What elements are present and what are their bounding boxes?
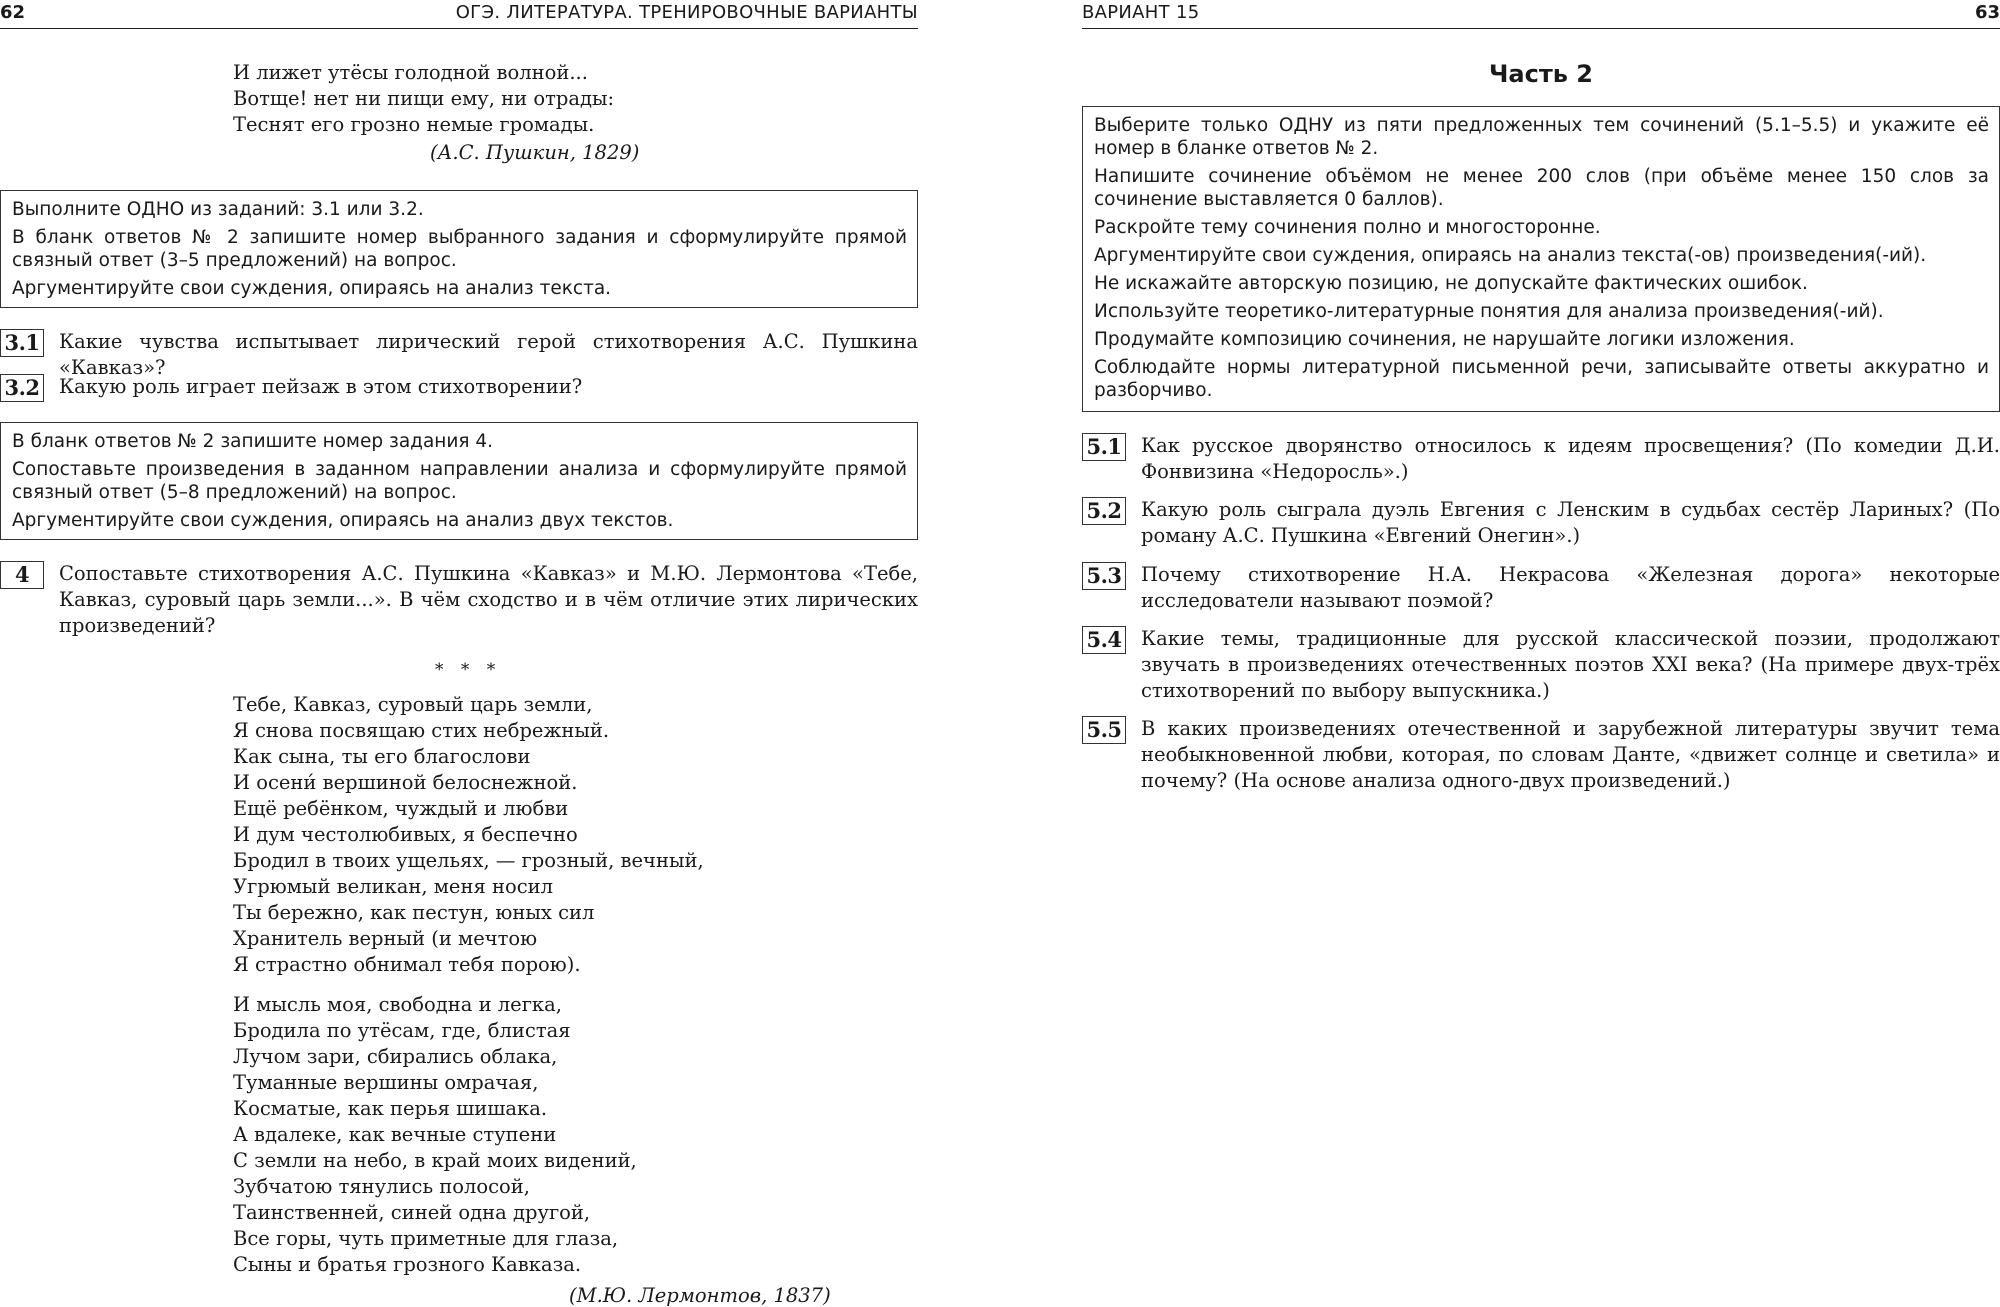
poem-line: А вдалеке, как вечные ступени xyxy=(233,1123,557,1146)
instruction-line: Раскройте тему сочинения полно и многосторонне. xyxy=(1094,217,1601,238)
instruction-line: Аргументируйте свои суждения, опираясь на анализ текста(-ов) произведения(-ий). xyxy=(1094,245,1927,266)
poem-line: И осени́ вершиной белоснежной. xyxy=(233,771,578,794)
poem-line: Все горы, чуть приметные для глаза, xyxy=(233,1227,619,1250)
poem-line: Зубчатою тянулись полосой, xyxy=(233,1175,530,1198)
poem-line: С земли на небо, в край моих видений, xyxy=(233,1149,637,1172)
right-header-title: ВАРИАНТ 15 xyxy=(1082,2,1200,23)
task-text: Почему стихотворение Н.А. Некрасова «Железная дорога» некоторые исследователи называют поэмой? xyxy=(1141,563,2000,612)
task-number-badge: 3.2 xyxy=(0,374,44,402)
task-text: Какую роль играет пейзаж в этом стихотворении? xyxy=(59,375,583,398)
part-title: Часть 2 xyxy=(1489,60,1593,88)
lermontov-poem xyxy=(233,692,704,1278)
task-number-badge: 5.2 xyxy=(1082,497,1126,525)
instruction-line: Аргументируйте свои суждения, опираясь на анализ текста. xyxy=(12,278,612,299)
task-text: Как русское дворянство относилось к идеям просвещения? (По комедии Д.И. Фонвизина «Недоросль».) xyxy=(1141,434,2000,483)
right-page xyxy=(1082,0,2000,1307)
instruction-line: Напишите сочинение объёмом не менее 200 слов (при объёме менее 150 слов за сочинение выставляется 0 баллов). xyxy=(1094,166,1989,210)
instruction-box-4 xyxy=(0,422,918,540)
task-number-badge: 3.1 xyxy=(0,329,44,357)
instruction-line: Сопоставьте произведения в заданном направлении анализа и сформулируйте прямой связный ответ (5–8 предложений) на вопрос. xyxy=(12,459,907,503)
task-text: Какие темы, традиционные для русской классической поэзии, продолжают звучать в произведениях отечественных поэтов XXI века? (На примере двух-трёх стихотворений по выбору выпускника.) xyxy=(1141,627,2000,702)
lermontov-attribution: (М.Ю. Лермонтов, 1837) xyxy=(569,1284,831,1307)
poem-line: Таинственней, синей одна другой, xyxy=(233,1201,591,1224)
task-text: Какую роль сыграла дуэль Евгения с Ленским в судьбах сестёр Лариных? (По роману А.С. Пушкина «Евгений Онегин».) xyxy=(1141,498,2000,547)
instruction-line: Аргументируйте свои суждения, опираясь на анализ двух текстов. xyxy=(12,510,674,531)
left-running-header xyxy=(0,0,918,29)
task-number-badge: 5.3 xyxy=(1082,562,1126,590)
right-running-header xyxy=(1082,0,2000,29)
poem-line: Туманные вершины омрачая, xyxy=(233,1071,539,1094)
poem-line: Я снова посвящаю стих небрежный. xyxy=(233,719,610,742)
poem-line: Угрюмый великан, меня носил xyxy=(233,875,554,898)
page-number-right: 63 xyxy=(1974,2,2000,23)
poem-line: Я страстно обнимал тебя порою). xyxy=(233,953,581,976)
task-number-badge: 5.5 xyxy=(1082,716,1126,744)
poem-line: Тебе, Кавказ, суровый царь земли, xyxy=(233,693,593,716)
left-page xyxy=(0,0,918,1307)
task-text: Сопоставьте стихотворения А.С. Пушкина «Кавказ» и М.Ю. Лермонтова «Тебе, Кавказ, суровый царь земли...». В чём сходство и в чём отличие этих лирических произведений? xyxy=(59,562,918,637)
left-header-title: ОГЭ. ЛИТЕРАТУРА. ТРЕНИРОВОЧНЫЕ ВАРИАНТЫ xyxy=(455,2,918,23)
poem-line: Вотще! нет ни пищи ему, ни отрады: xyxy=(233,87,615,110)
poem-line: И дум честолюбивых, я беспечно xyxy=(233,823,578,846)
task-number-badge: 4 xyxy=(0,561,44,589)
page-number-left: 62 xyxy=(0,2,26,23)
poem-line: Теснят его грозно немые громады. xyxy=(233,113,595,136)
poem-line: Как сына, ты его благослови xyxy=(233,745,531,768)
poem-line: Хранитель верный (и мечтою xyxy=(233,927,538,950)
poem-line: И мысль моя, свободна и легка, xyxy=(233,993,562,1016)
poem-line: Лучом зари, сбирались облака, xyxy=(233,1045,558,1068)
pushkin-poem-tail xyxy=(233,60,614,138)
instruction-line: Соблюдайте нормы литературной письменной речи, записывайте ответы аккуратно и разборчиво. xyxy=(1094,357,1989,401)
instruction-line: Выберите только ОДНУ из пяти предложенных тем сочинений (5.1–5.5) и укажите её номер в бланке ответов № 2. xyxy=(1094,115,1989,159)
instruction-line: Не искажайте авторскую позицию, не допускайте фактических ошибок. xyxy=(1094,273,1808,294)
poem-line: Ты бережно, как пестун, юных сил xyxy=(233,901,595,924)
instruction-line: Используйте теоретико-литературные понятия для анализа произведения(-ий). xyxy=(1094,301,1884,322)
instruction-line: В бланк ответов № 2 запишите номер выбранного задания и сформулируйте прямой связный ответ (3–5 предложений) на вопрос. xyxy=(12,227,907,271)
poem-line: Бродил в твоих ущельях, — грозный, вечный, xyxy=(233,849,704,872)
pushkin-attribution: (А.С. Пушкин, 1829) xyxy=(430,141,640,164)
task-text: Какие чувства испытывает лирический герой стихотворения А.С. Пушкина «Кавказ»? xyxy=(59,330,918,379)
instruction-line: Продумайте композицию сочинения, не нарушайте логики изложения. xyxy=(1094,329,1795,350)
task-number-badge: 5.4 xyxy=(1082,626,1126,654)
instruction-box-5 xyxy=(1082,106,2000,412)
poem-line: Бродила по утёсам, где, блистая xyxy=(233,1019,571,1042)
instruction-box-3 xyxy=(0,190,918,308)
task-text: В каких произведениях отечественной и зарубежной литературы звучит тема необыкновенной любви, которая, по словам Данте, «движет солнце и светила» и почему? (На основе анализа одного-двух произведений.) xyxy=(1141,717,2000,792)
instruction-line: В бланк ответов № 2 запишите номер задания 4. xyxy=(12,431,494,452)
poem-line: И лижет утёсы голодной волной... xyxy=(233,61,588,84)
stars-separator: * * * xyxy=(435,660,502,680)
stanza-gap xyxy=(233,978,704,992)
poem-line: Косматые, как перья шишака. xyxy=(233,1097,548,1120)
instruction-line: Выполните ОДНО из заданий: 3.1 или 3.2. xyxy=(12,199,424,220)
task-number-badge: 5.1 xyxy=(1082,433,1126,461)
poem-line: Ещё ребёнком, чуждый и любви xyxy=(233,797,569,820)
poem-line: Сыны и братья грозного Кавказа. xyxy=(233,1253,582,1276)
